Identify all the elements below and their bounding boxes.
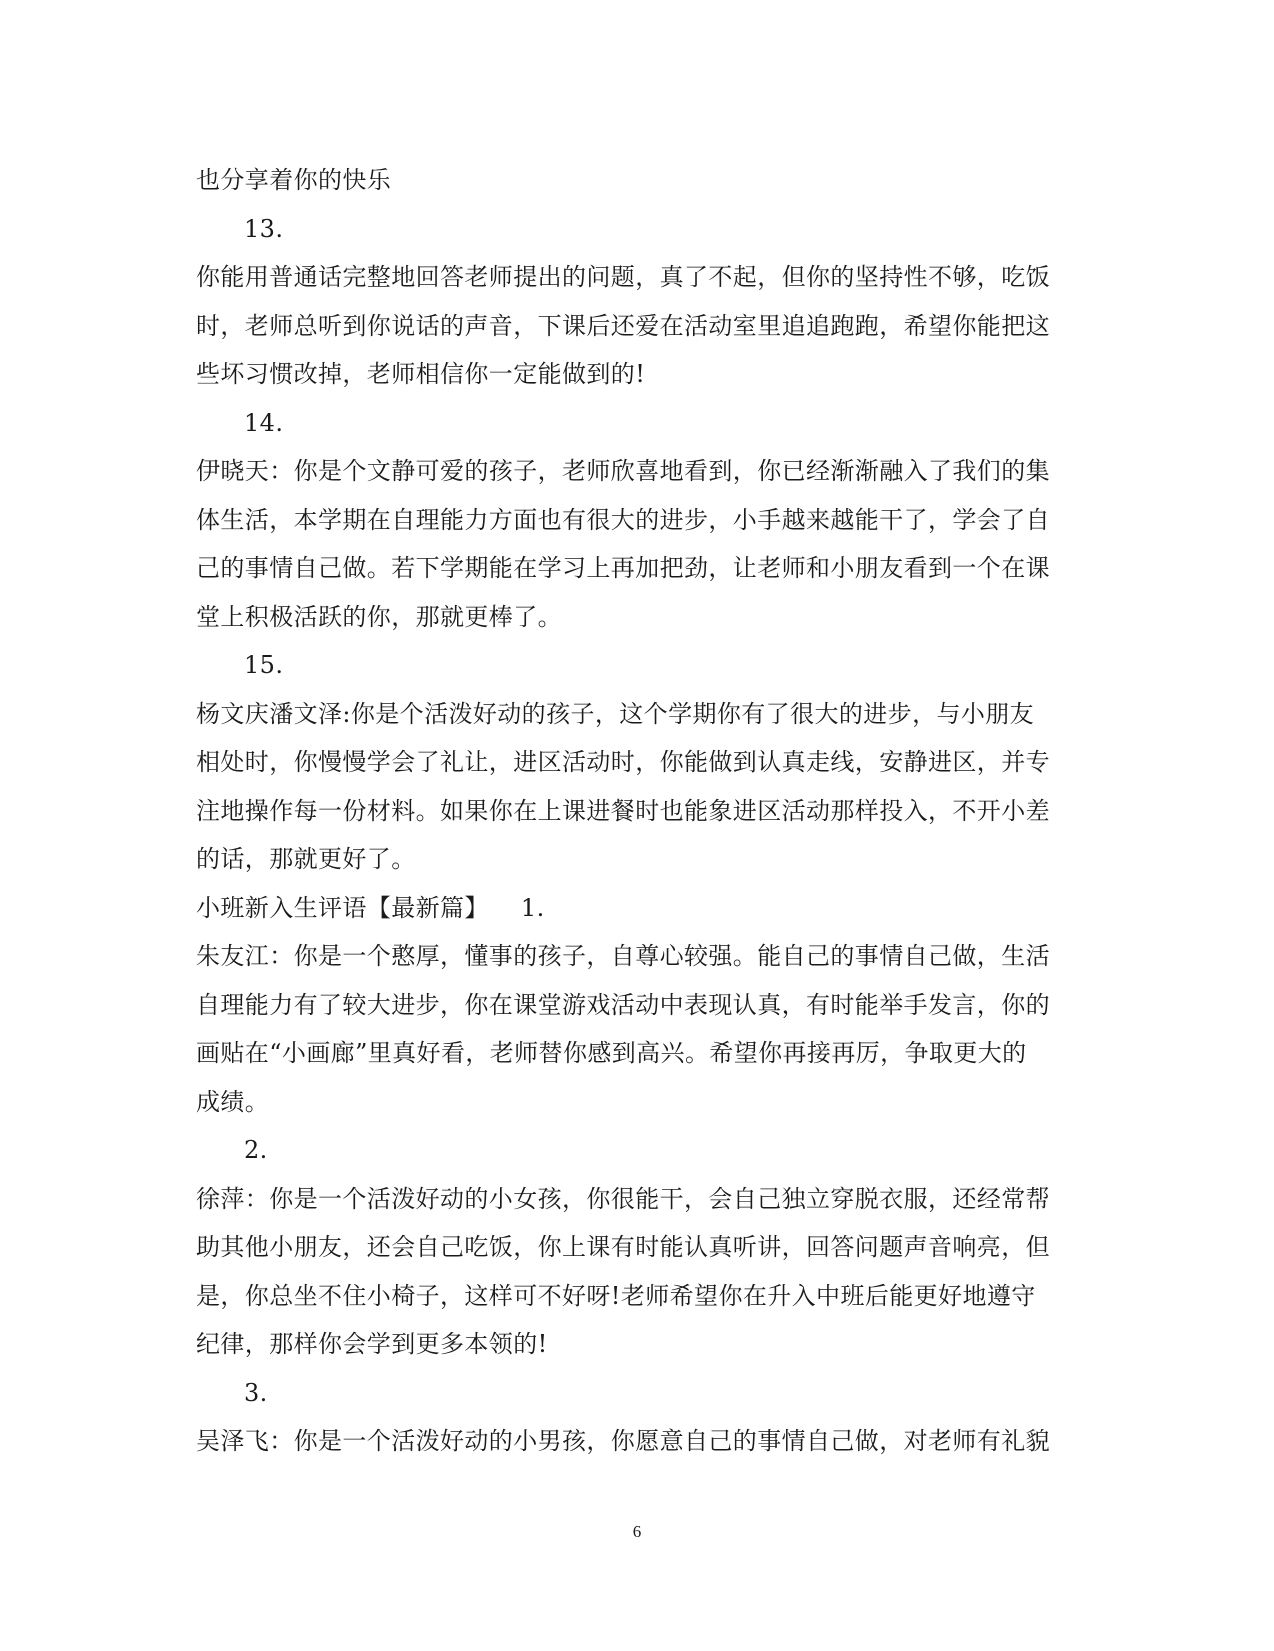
text-line: 己的事情自己做。若下学期能在学习上再加把劲，让老师和小朋友看到一个在课 — [196, 554, 1050, 582]
text-line: 体生活，本学期在自理能力方面也有很大的进步，小手越来越能干了，学会了自 — [196, 505, 1050, 534]
text-line: 朱友江：你是一个憨厚，懂事的孩子，自尊心较强。能自己的事情自己做，生活 — [196, 942, 1050, 970]
text-line: 注地操作每一份材料。如果你在上课进餐时也能象进区活动那样投入，不开小差 — [196, 796, 1050, 825]
text-line: 纪律，那样你会学到更多本领的! — [196, 1330, 548, 1358]
text-line: 吴泽飞：你是一个活泼好动的小男孩，你愿意自己的事情自己做，对老师有礼貌 — [196, 1427, 1050, 1455]
text-line: 助其他小朋友，还会自己吃饭，你上课有时能认真听讲，回答问题声音响亮，但 — [196, 1233, 1050, 1261]
text-line: 画贴在“小画廊”里真好看，老师替你感到高兴。希望你再接再厉，争取更大的 — [196, 1039, 1027, 1067]
item-number: 14. — [244, 408, 284, 437]
item-number: 13. — [244, 214, 284, 243]
text-line: 伊晓天：你是个文静可爱的孩子，老师欣喜地看到，你已经渐渐融入了我们的集 — [196, 457, 1050, 485]
section-title: 小班新入生评语【最新篇】 1. — [196, 893, 545, 922]
text-line: 成绩。 — [196, 1087, 270, 1116]
text-line: 杨文庆潘文泽:你是个活泼好动的孩子，这个学期你有了很大的进步，与小朋友 — [196, 699, 1035, 728]
item-number: 15. — [244, 651, 284, 679]
text-line: 的话，那就更好了。 — [196, 845, 416, 873]
text-line: 相处时，你慢慢学会了礼让，进区活动时，你能做到认真走线，安静进区，并专 — [196, 748, 1050, 776]
text-line: 堂上积极活跃的你，那就更棒了。 — [196, 602, 562, 631]
text-line: 你能用普通话完整地回答老师提出的问题，真了不起，但你的坚持性不够，吃饭 — [196, 263, 1050, 291]
document-body — [196, 156, 1086, 1466]
text-line: 时，老师总听到你说话的声音，下课后还爱在活动室里追追跑跑，希望你能把这 — [196, 311, 1050, 340]
item-number: 2. — [244, 1136, 268, 1164]
item-number: 3. — [244, 1378, 268, 1407]
text-line: 是，你总坐不住小椅子，这样可不好呀!老师希望你在升入中班后能更好地遵守 — [196, 1281, 1036, 1310]
page-number: 6 — [632, 1522, 642, 1541]
text-line: 自理能力有了较大进步，你在课堂游戏活动中表现认真，有时能举手发言，你的 — [196, 990, 1050, 1019]
text-line: 些坏习惯改掉，老师相信你一定能做到的! — [196, 360, 646, 388]
text-line: 徐萍：你是一个活泼好动的小女孩，你很能干，会自己独立穿脱衣服，还经常帮 — [196, 1184, 1050, 1213]
text-line: 也分享着你的快乐 — [196, 166, 392, 194]
